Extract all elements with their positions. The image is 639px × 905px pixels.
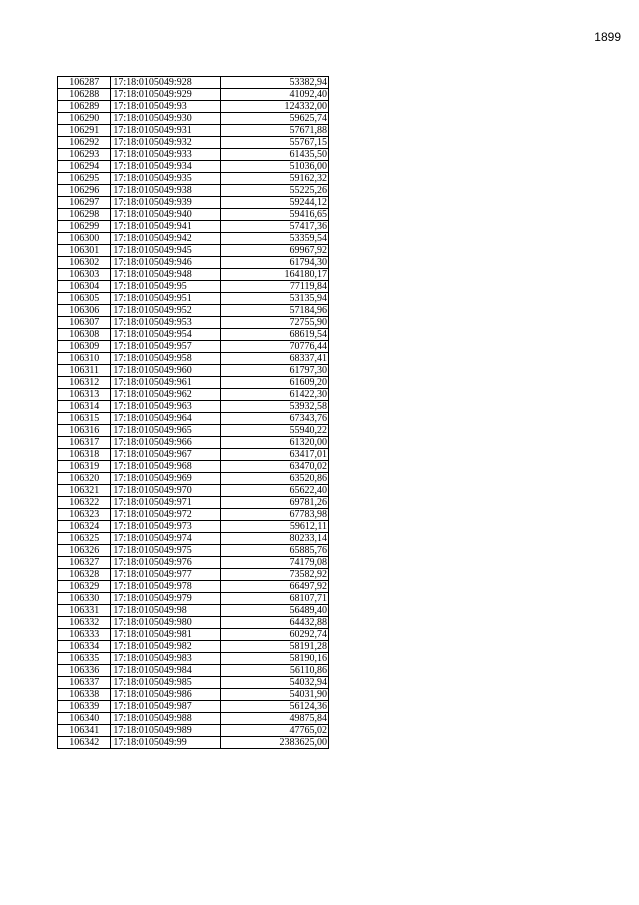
cadastral-number-cell: 17:18:0105049:967 <box>111 449 221 461</box>
cadastral-number-cell: 17:18:0105049:932 <box>111 137 221 149</box>
table-row <box>58 257 329 269</box>
cadastral-value-cell: 74179,08 <box>221 557 329 569</box>
cadastral-number-cell: 17:18:0105049:951 <box>111 293 221 305</box>
cadastral-value-cell: 47765,02 <box>221 725 329 737</box>
cadastral-value-cell: 57184,96 <box>221 305 329 317</box>
cadastral-number-cell: 17:18:0105049:979 <box>111 593 221 605</box>
table-row <box>58 569 329 581</box>
cadastral-number-cell: 17:18:0105049:952 <box>111 305 221 317</box>
table-row <box>58 629 329 641</box>
cadastral-number-cell: 17:18:0105049:964 <box>111 413 221 425</box>
cadastral-value-cell: 61320,00 <box>221 437 329 449</box>
row-number-cell: 106308 <box>58 329 111 341</box>
cadastral-number-cell: 17:18:0105049:934 <box>111 161 221 173</box>
row-number-cell: 106305 <box>58 293 111 305</box>
table-row <box>58 653 329 665</box>
table-row <box>58 149 329 161</box>
cadastral-number-cell: 17:18:0105049:971 <box>111 497 221 509</box>
row-number-cell: 106326 <box>58 545 111 557</box>
cadastral-number-cell: 17:18:0105049:989 <box>111 725 221 737</box>
table-row <box>58 89 329 101</box>
cadastral-value-cell: 68337,41 <box>221 353 329 365</box>
row-number-cell: 106332 <box>58 617 111 629</box>
cadastral-number-cell: 17:18:0105049:958 <box>111 353 221 365</box>
table-row <box>58 545 329 557</box>
table-row <box>58 425 329 437</box>
cadastral-number-cell: 17:18:0105049:929 <box>111 89 221 101</box>
table-row <box>58 533 329 545</box>
cadastral-number-cell: 17:18:0105049:930 <box>111 113 221 125</box>
cadastral-value-cell: 65885,76 <box>221 545 329 557</box>
table-row <box>58 101 329 113</box>
cadastral-number-cell: 17:18:0105049:957 <box>111 341 221 353</box>
row-number-cell: 106310 <box>58 353 111 365</box>
cadastral-value-cell: 55940,22 <box>221 425 329 437</box>
cadastral-value-cell: 65622,40 <box>221 485 329 497</box>
cadastral-value-cell: 60292,74 <box>221 629 329 641</box>
cadastral-value-cell: 59162,32 <box>221 173 329 185</box>
page-number: 1899 <box>594 30 621 44</box>
cadastral-number-cell: 17:18:0105049:966 <box>111 437 221 449</box>
cadastral-value-cell: 63470,02 <box>221 461 329 473</box>
cadastral-value-cell: 61609,20 <box>221 377 329 389</box>
row-number-cell: 106337 <box>58 677 111 689</box>
table-row <box>58 113 329 125</box>
row-number-cell: 106288 <box>58 89 111 101</box>
cadastral-number-cell: 17:18:0105049:988 <box>111 713 221 725</box>
cadastral-number-cell: 17:18:0105049:95 <box>111 281 221 293</box>
cadastral-number-cell: 17:18:0105049:985 <box>111 677 221 689</box>
row-number-cell: 106318 <box>58 449 111 461</box>
table-row <box>58 173 329 185</box>
cadastral-number-cell: 17:18:0105049:935 <box>111 173 221 185</box>
cadastral-value-cell: 56489,40 <box>221 605 329 617</box>
cadastral-value-cell: 53135,94 <box>221 293 329 305</box>
table-row <box>58 221 329 233</box>
row-number-cell: 106301 <box>58 245 111 257</box>
cadastral-value-cell: 61797,30 <box>221 365 329 377</box>
cadastral-number-cell: 17:18:0105049:939 <box>111 197 221 209</box>
row-number-cell: 106325 <box>58 533 111 545</box>
cadastral-number-cell: 17:18:0105049:972 <box>111 509 221 521</box>
row-number-cell: 106298 <box>58 209 111 221</box>
table-row <box>58 281 329 293</box>
table-row <box>58 197 329 209</box>
row-number-cell: 106335 <box>58 653 111 665</box>
cadastral-value-cell: 61794,30 <box>221 257 329 269</box>
table-row <box>58 521 329 533</box>
cadastral-value-cell: 61435,50 <box>221 149 329 161</box>
table-row <box>58 713 329 725</box>
cadastral-value-cell: 73582,92 <box>221 569 329 581</box>
row-number-cell: 106296 <box>58 185 111 197</box>
cadastral-number-cell: 17:18:0105049:962 <box>111 389 221 401</box>
cadastral-number-cell: 17:18:0105049:970 <box>111 485 221 497</box>
table-row <box>58 641 329 653</box>
cadastral-number-cell: 17:18:0105049:983 <box>111 653 221 665</box>
cadastral-value-cell: 53382,94 <box>221 77 329 89</box>
row-number-cell: 106313 <box>58 389 111 401</box>
row-number-cell: 106304 <box>58 281 111 293</box>
cadastral-number-cell: 17:18:0105049:977 <box>111 569 221 581</box>
cadastral-number-cell: 17:18:0105049:945 <box>111 245 221 257</box>
row-number-cell: 106341 <box>58 725 111 737</box>
table-row <box>58 605 329 617</box>
cadastral-value-cell: 67783,98 <box>221 509 329 521</box>
cadastral-number-cell: 17:18:0105049:948 <box>111 269 221 281</box>
cadastral-value-cell: 59625,74 <box>221 113 329 125</box>
cadastral-number-cell: 17:18:0105049:969 <box>111 473 221 485</box>
row-number-cell: 106342 <box>58 737 111 749</box>
cadastral-number-cell: 17:18:0105049:978 <box>111 581 221 593</box>
cadastral-value-cell: 59416,65 <box>221 209 329 221</box>
row-number-cell: 106306 <box>58 305 111 317</box>
table-row <box>58 329 329 341</box>
cadastral-value-cell: 64432,88 <box>221 617 329 629</box>
cadastral-number-cell: 17:18:0105049:965 <box>111 425 221 437</box>
row-number-cell: 106307 <box>58 317 111 329</box>
cadastral-number-cell: 17:18:0105049:968 <box>111 461 221 473</box>
cadastral-number-cell: 17:18:0105049:93 <box>111 101 221 113</box>
cadastral-value-cell: 58191,28 <box>221 641 329 653</box>
row-number-cell: 106303 <box>58 269 111 281</box>
cadastral-number-cell: 17:18:0105049:963 <box>111 401 221 413</box>
row-number-cell: 106309 <box>58 341 111 353</box>
cadastral-value-cell: 54031,90 <box>221 689 329 701</box>
table-row <box>58 677 329 689</box>
row-number-cell: 106330 <box>58 593 111 605</box>
row-number-cell: 106321 <box>58 485 111 497</box>
cadastral-value-cell: 68619,54 <box>221 329 329 341</box>
table-row <box>58 377 329 389</box>
row-number-cell: 106295 <box>58 173 111 185</box>
row-number-cell: 106312 <box>58 377 111 389</box>
row-number-cell: 106340 <box>58 713 111 725</box>
table-row <box>58 125 329 137</box>
cadastral-value-cell: 53359,54 <box>221 233 329 245</box>
cadastral-number-cell: 17:18:0105049:986 <box>111 689 221 701</box>
cadastral-value-cell: 57417,36 <box>221 221 329 233</box>
cadastral-value-cell: 53932,58 <box>221 401 329 413</box>
cadastral-value-cell: 54032,94 <box>221 677 329 689</box>
row-number-cell: 106291 <box>58 125 111 137</box>
row-number-cell: 106299 <box>58 221 111 233</box>
row-number-cell: 106338 <box>58 689 111 701</box>
table-row <box>58 185 329 197</box>
cadastral-value-cell: 124332,00 <box>221 101 329 113</box>
cadastral-value-cell: 164180,17 <box>221 269 329 281</box>
cadastral-value-cell: 66497,92 <box>221 581 329 593</box>
cadastral-number-cell: 17:18:0105049:975 <box>111 545 221 557</box>
table-row <box>58 269 329 281</box>
table-row <box>58 593 329 605</box>
cadastral-value-cell: 70776,44 <box>221 341 329 353</box>
cadastral-value-cell: 69781,26 <box>221 497 329 509</box>
cadastral-value-cell: 77119,84 <box>221 281 329 293</box>
row-number-cell: 106333 <box>58 629 111 641</box>
row-number-cell: 106334 <box>58 641 111 653</box>
cadastral-number-cell: 17:18:0105049:953 <box>111 317 221 329</box>
cadastral-value-cell: 55767,15 <box>221 137 329 149</box>
row-number-cell: 106289 <box>58 101 111 113</box>
row-number-cell: 106302 <box>58 257 111 269</box>
row-number-cell: 106319 <box>58 461 111 473</box>
cadastral-value-cell: 41092,40 <box>221 89 329 101</box>
table-row <box>58 341 329 353</box>
table-row <box>58 161 329 173</box>
cadastral-value-cell: 49875,84 <box>221 713 329 725</box>
cadastral-value-cell: 59244,12 <box>221 197 329 209</box>
cadastral-number-cell: 17:18:0105049:941 <box>111 221 221 233</box>
cadastral-number-cell: 17:18:0105049:98 <box>111 605 221 617</box>
table-row <box>58 293 329 305</box>
table-row <box>58 389 329 401</box>
table-row <box>58 317 329 329</box>
row-number-cell: 106323 <box>58 509 111 521</box>
table-row <box>58 725 329 737</box>
row-number-cell: 106287 <box>58 77 111 89</box>
row-number-cell: 106324 <box>58 521 111 533</box>
cadastral-value-cell: 55225,26 <box>221 185 329 197</box>
row-number-cell: 106316 <box>58 425 111 437</box>
table-row <box>58 365 329 377</box>
cadastral-value-cell: 58190,16 <box>221 653 329 665</box>
row-number-cell: 106329 <box>58 581 111 593</box>
row-number-cell: 106339 <box>58 701 111 713</box>
row-number-cell: 106322 <box>58 497 111 509</box>
cadastral-value-cell: 2383625,00 <box>221 737 329 749</box>
row-number-cell: 106331 <box>58 605 111 617</box>
table-row <box>58 485 329 497</box>
row-number-cell: 106294 <box>58 161 111 173</box>
row-number-cell: 106290 <box>58 113 111 125</box>
table-row <box>58 701 329 713</box>
table-row <box>58 461 329 473</box>
row-number-cell: 106336 <box>58 665 111 677</box>
table-row <box>58 137 329 149</box>
cadastral-number-cell: 17:18:0105049:933 <box>111 149 221 161</box>
cadastral-value-cell: 63520,86 <box>221 473 329 485</box>
table-row <box>58 413 329 425</box>
table-row <box>58 233 329 245</box>
cadastral-number-cell: 17:18:0105049:987 <box>111 701 221 713</box>
cadastral-value-cell: 51036,00 <box>221 161 329 173</box>
table-body <box>58 77 329 749</box>
cadastral-value-cell: 67343,76 <box>221 413 329 425</box>
cadastral-number-cell: 17:18:0105049:961 <box>111 377 221 389</box>
cadastral-number-cell: 17:18:0105049:960 <box>111 365 221 377</box>
cadastral-value-cell: 56110,86 <box>221 665 329 677</box>
table-row <box>58 209 329 221</box>
cadastral-number-cell: 17:18:0105049:984 <box>111 665 221 677</box>
row-number-cell: 106320 <box>58 473 111 485</box>
cadastral-number-cell: 17:18:0105049:928 <box>111 77 221 89</box>
cadastral-number-cell: 17:18:0105049:99 <box>111 737 221 749</box>
cadastral-value-cell: 56124,36 <box>221 701 329 713</box>
cadastral-value-cell: 61422,30 <box>221 389 329 401</box>
cadastral-value-cell: 80233,14 <box>221 533 329 545</box>
table-row <box>58 581 329 593</box>
table-row <box>58 557 329 569</box>
cadastral-number-cell: 17:18:0105049:938 <box>111 185 221 197</box>
row-number-cell: 106300 <box>58 233 111 245</box>
table-row <box>58 305 329 317</box>
row-number-cell: 106293 <box>58 149 111 161</box>
cadastral-value-cell: 63417,01 <box>221 449 329 461</box>
row-number-cell: 106327 <box>58 557 111 569</box>
cadastral-value-cell: 68107,71 <box>221 593 329 605</box>
row-number-cell: 106328 <box>58 569 111 581</box>
table-row <box>58 689 329 701</box>
row-number-cell: 106311 <box>58 365 111 377</box>
cadastral-number-cell: 17:18:0105049:940 <box>111 209 221 221</box>
row-number-cell: 106315 <box>58 413 111 425</box>
row-number-cell: 106317 <box>58 437 111 449</box>
row-number-cell: 106292 <box>58 137 111 149</box>
cadastral-value-cell: 69967,92 <box>221 245 329 257</box>
row-number-cell: 106314 <box>58 401 111 413</box>
cadastral-number-cell: 17:18:0105049:931 <box>111 125 221 137</box>
table-row <box>58 617 329 629</box>
cadastral-number-cell: 17:18:0105049:973 <box>111 521 221 533</box>
cadastral-value-cell: 72755,90 <box>221 317 329 329</box>
cadastral-number-cell: 17:18:0105049:946 <box>111 257 221 269</box>
cadastral-number-cell: 17:18:0105049:954 <box>111 329 221 341</box>
table-row <box>58 77 329 89</box>
cadastral-number-cell: 17:18:0105049:942 <box>111 233 221 245</box>
table-row <box>58 473 329 485</box>
cadastral-number-cell: 17:18:0105049:982 <box>111 641 221 653</box>
table-row <box>58 665 329 677</box>
cadastral-number-cell: 17:18:0105049:976 <box>111 557 221 569</box>
table-row <box>58 737 329 749</box>
table-row <box>58 401 329 413</box>
cadastral-number-cell: 17:18:0105049:981 <box>111 629 221 641</box>
cadastral-number-cell: 17:18:0105049:974 <box>111 533 221 545</box>
cadastral-value-cell: 59612,11 <box>221 521 329 533</box>
table-row <box>58 497 329 509</box>
cadastral-value-cell: 57671,88 <box>221 125 329 137</box>
cadastral-value-table <box>57 76 329 749</box>
table-row <box>58 437 329 449</box>
row-number-cell: 106297 <box>58 197 111 209</box>
table-row <box>58 449 329 461</box>
table-row <box>58 509 329 521</box>
table-row <box>58 353 329 365</box>
table-row <box>58 245 329 257</box>
cadastral-number-cell: 17:18:0105049:980 <box>111 617 221 629</box>
